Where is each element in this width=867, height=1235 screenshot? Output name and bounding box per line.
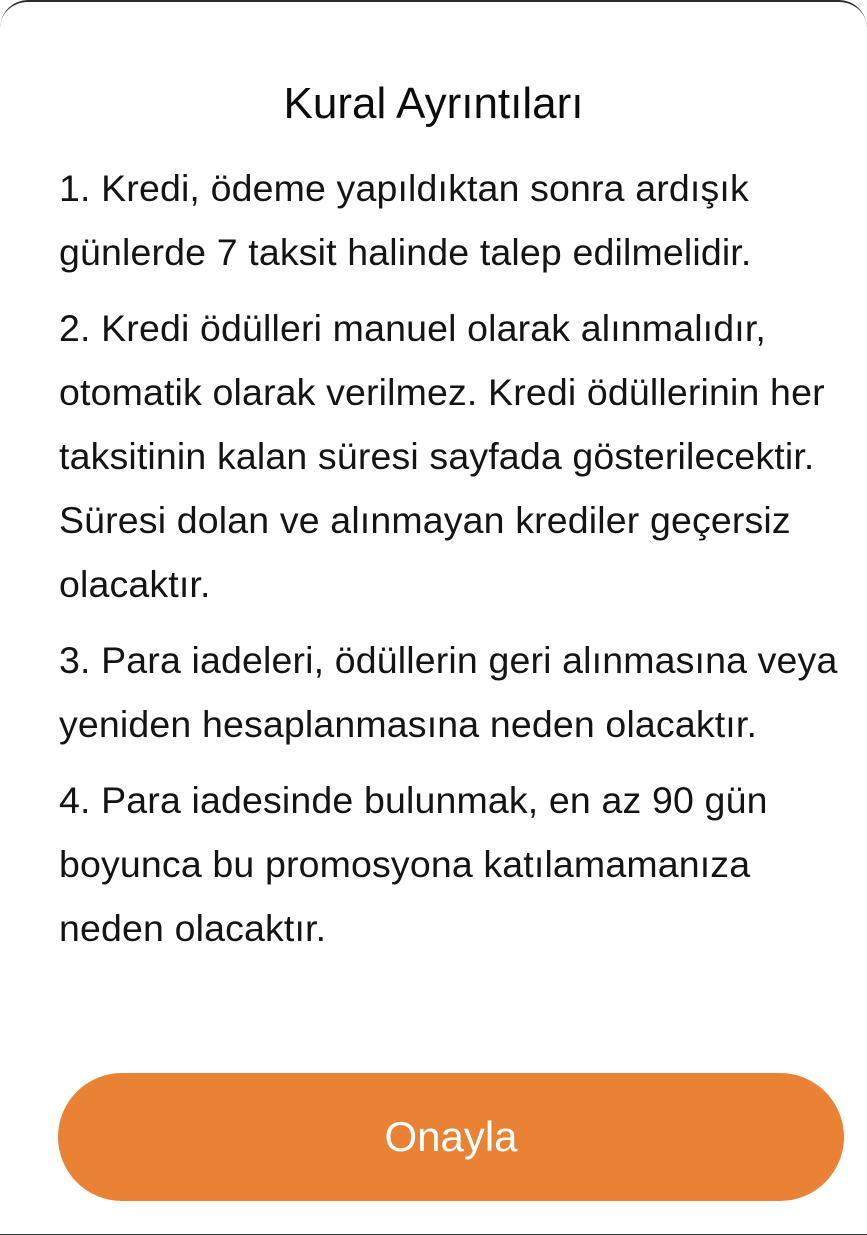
sheet-top-edge — [0, 0, 867, 30]
confirm-button[interactable]: Onayla — [58, 1073, 844, 1201]
rule-item-3: 3. Para iadeleri, ödüllerin geri alınmasına veya yeniden hesaplanmasına neden olacaktır. — [59, 639, 838, 745]
rules-list — [59, 156, 849, 972]
rule-item-1: 1. Kredi, ödeme yapıldıktan sonra ardışık günlerde 7 taksit halinde talep edilmelidir. — [59, 167, 752, 273]
rule-item-2: 2. Kredi ödülleri manuel olarak alınmalıdır, otomatik olarak verilmez. Kredi ödüllerinin her taksitinin kalan süresi sayfada gösterilecektir. Süresi dolan ve alınmayan krediler geçersiz olacaktır. — [59, 307, 825, 605]
rule-item-4: 4. Para iadesinde bulunmak, en az 90 gün boyunca bu promosyona katılamamanıza neden olacaktır. — [59, 779, 768, 949]
dialog-title: Kural Ayrıntıları — [283, 79, 584, 128]
